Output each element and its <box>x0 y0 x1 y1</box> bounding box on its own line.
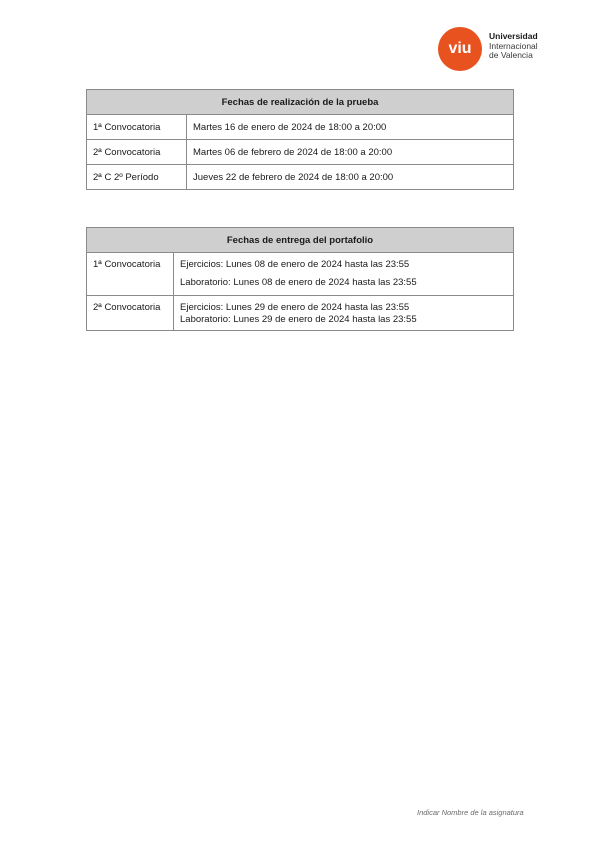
row-label: 2ª Convocatoria <box>87 140 187 165</box>
logo-line-2: Internacional <box>489 40 538 51</box>
footer-subject-name: Indicar Nombre de la asignatura <box>417 808 524 817</box>
table-row <box>87 253 514 296</box>
row-label: 1ª Convocatoria <box>87 115 187 140</box>
viu-logo-mark: viu <box>438 27 482 71</box>
lab-deadline: Laboratorio: Lunes 08 de enero de 2024 hasta las 23:55 <box>180 277 417 288</box>
table-header-row <box>87 90 514 115</box>
exercises-deadline: Ejercicios: Lunes 29 de enero de 2024 hasta las 23:55 <box>180 302 410 313</box>
row-value <box>174 296 514 331</box>
table-row <box>87 165 514 190</box>
table-row <box>87 140 514 165</box>
exercises-deadline: Ejercicios: Lunes 08 de enero de 2024 hasta las 23:55 <box>180 259 410 270</box>
row-value: Martes 06 de febrero de 2024 de 18:00 a 20:00 <box>187 140 514 165</box>
table-header-row <box>87 228 514 253</box>
logo-line-3: de Valencia <box>489 50 533 60</box>
row-label: 2ª C 2º Período <box>87 165 187 190</box>
lab-deadline: Laboratorio: Lunes 29 de enero de 2024 hasta las 23:55 <box>180 314 417 325</box>
logo-wordmark <box>489 32 538 61</box>
row-value: Jueves 22 de febrero de 2024 de 18:00 a 20:00 <box>187 165 514 190</box>
row-label: 2ª Convocatoria <box>87 296 174 331</box>
row-value: Martes 16 de enero de 2024 de 18:00 a 20:00 <box>187 115 514 140</box>
table-row <box>87 296 514 331</box>
logo-line-1: Universidad <box>489 31 538 41</box>
portfolio-dates-header: Fechas de entrega del portafolio <box>87 228 514 253</box>
portfolio-dates-table <box>86 227 514 331</box>
exam-dates-table <box>86 89 514 190</box>
university-logo <box>438 24 568 74</box>
table-row <box>87 115 514 140</box>
exam-dates-header: Fechas de realización de la prueba <box>87 90 514 115</box>
row-value <box>174 253 514 296</box>
row-label: 1ª Convocatoria <box>87 253 174 296</box>
